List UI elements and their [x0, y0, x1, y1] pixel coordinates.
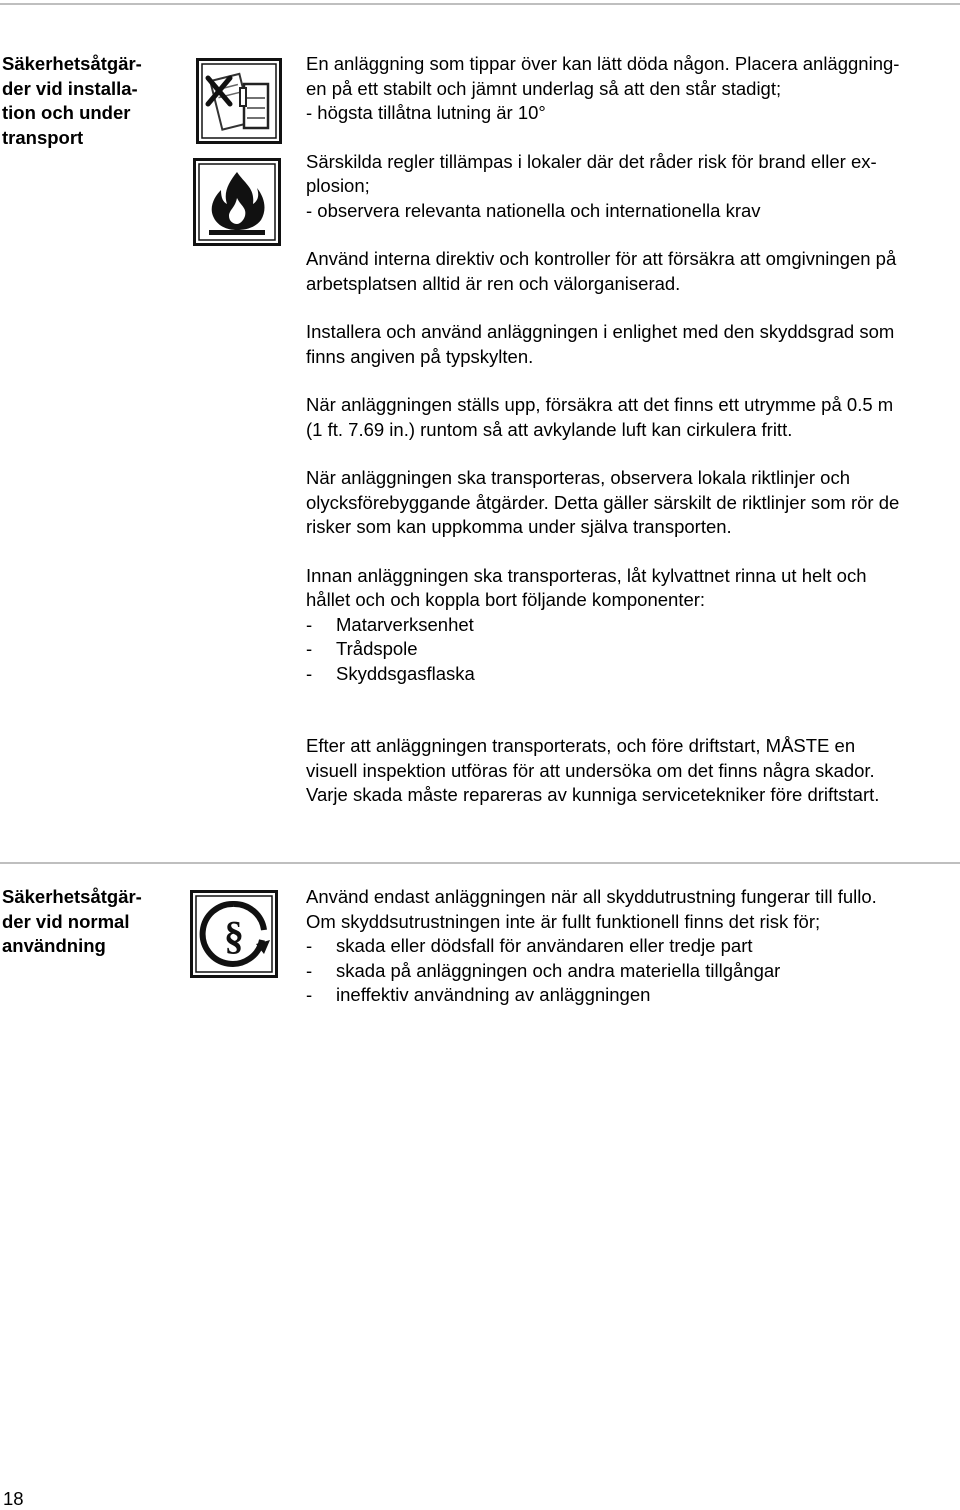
text-line: olycksförebyggande åtgärder. Detta gäller särskilt de riktlinjer som rör de	[306, 491, 900, 513]
disconnect-components-paragraph	[306, 564, 958, 687]
text-line: Varje skada måste repareras av kunniga servicetekniker före driftstart.	[306, 784, 880, 805]
section-title-line: Säkerhetsåtgär-	[2, 886, 142, 907]
list-item: - Matarverksenhet	[306, 613, 474, 635]
list-item: - Trådspole	[306, 638, 418, 659]
internal-directives-paragraph	[306, 247, 958, 296]
text-line: Särskilda regler tillämpas i lokaler där det råder risk för brand eller ex-	[306, 150, 877, 172]
tipping-hazard-icon	[196, 58, 282, 144]
text-line: arbetsplatsen alltid är ren och välorganiserad.	[306, 272, 681, 294]
list-item: - ineffektiv användning av anläggningen	[306, 984, 651, 1005]
safety-equipment-paragraph	[306, 885, 958, 1008]
text-line: Använd endast anläggningen när all skyddutrustning fungerar till fullo.	[306, 886, 877, 907]
text-line: Efter att anläggningen transporterats, och före driftstart, MÅSTE en	[306, 735, 856, 756]
list-item: - skada på anläggningen och andra materiella tillgångar	[306, 959, 781, 981]
section-title-installation-transport	[2, 52, 172, 150]
section-title-line: tion och under	[2, 102, 131, 123]
text-line: Innan anläggningen ska transporteras, låt kylvattnet rinna ut helt och	[306, 564, 867, 586]
section-title-line: transport	[2, 126, 84, 148]
text-line: - högsta tillåtna lutning är 10°	[306, 102, 546, 123]
text-line: Om skyddsutrustningen inte är fullt funktionell finns det risk för;	[306, 910, 821, 932]
paragraph-regulation-icon	[190, 890, 278, 978]
section-title-line: Säkerhetsåtgär-	[2, 53, 142, 74]
fire-explosion-paragraph	[306, 150, 958, 224]
list-item: - skada eller dödsfall för användaren eller tredje part	[306, 935, 753, 956]
text-line: En anläggning som tippar över kan lätt döda någon. Placera anläggning-	[306, 53, 900, 74]
list-item: - Skyddsgasflaska	[306, 662, 475, 684]
post-transport-inspection-paragraph	[306, 734, 958, 808]
text-line: När anläggningen ställs upp, försäkra att det finns ett utrymme på 0.5 m	[306, 394, 894, 415]
text-line: - observera relevanta nationella och internationella krav	[306, 199, 761, 221]
text-line: plosion;	[306, 175, 370, 196]
transport-guidelines-paragraph	[306, 466, 958, 540]
text-line: finns angiven på typskylten.	[306, 345, 534, 367]
section2-content	[306, 885, 958, 1008]
text-line: visuell inspektion utföras för att undersöka om det finns några skador.	[306, 759, 875, 781]
top-divider	[0, 3, 960, 5]
tipping-warning-paragraph	[306, 52, 958, 126]
section-title-normal-use	[2, 885, 172, 959]
section-title-line: användning	[2, 935, 106, 956]
section-title-line: der vid installa-	[2, 77, 138, 99]
svg-text:§: §	[224, 913, 244, 958]
text-line: en på ett stabilt och jämnt underlag så att den står stadigt;	[306, 77, 782, 99]
text-line: risker som kan uppkomma under själva transporten.	[306, 516, 732, 537]
section1-content	[306, 52, 958, 808]
fire-hazard-icon	[193, 158, 281, 246]
text-line: Installera och använd anläggningen i enlighet med den skyddsgrad som	[306, 321, 895, 342]
text-line: (1 ft. 7.69 in.) runtom så att avkylande luft kan cirkulera fritt.	[306, 418, 793, 440]
protection-class-paragraph	[306, 320, 958, 369]
section-divider	[0, 862, 960, 864]
text-line: När anläggningen ska transporteras, observera lokala riktlinjer och	[306, 467, 850, 488]
section-title-line: der vid normal	[2, 910, 130, 932]
page-number: 18	[3, 1488, 24, 1509]
text-line: Använd interna direktiv och kontroller för att försäkra att omgivningen på	[306, 248, 897, 269]
text-line: hållet och och koppla bort följande komponenter:	[306, 589, 706, 610]
cooling-clearance-paragraph	[306, 393, 958, 442]
